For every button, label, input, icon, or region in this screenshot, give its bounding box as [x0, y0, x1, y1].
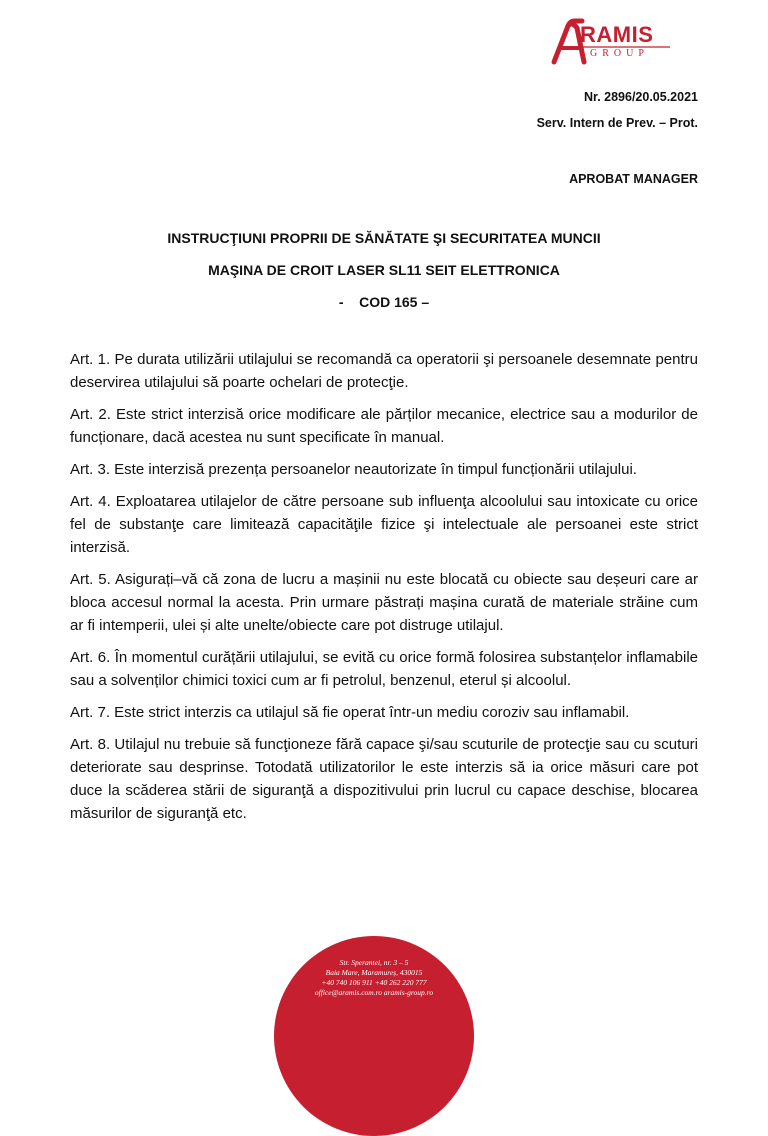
footer-contact	[276, 958, 472, 998]
articles-list	[70, 348, 698, 834]
article-7: Art. 7. Este strict interzis ca utilajul să fie operat într-un mediu coroziv sau inflamabil.	[70, 704, 630, 721]
article-6: Art. 6. În momentul curățării utilajului, se evită cu orice formă folosirea substanțelor inflamabile sau a solvenților chimici toxici cum ar fi petrolul, benzenul, eterul și alcoolul.	[70, 649, 698, 689]
department-name: Serv. Intern de Prev. – Prot.	[536, 116, 698, 130]
machine-title: MAŞINA DE CROIT LASER SL11 SEIT ELETTRONICA	[208, 262, 560, 278]
approval-label: APROBAT MANAGER	[569, 172, 698, 186]
article-5: Art. 5. Asigurați–vă că zona de lucru a mașinii nu este blocată cu obiecte sau deșeuri care ar bloca accesul normal la acesta. Prin urmare păstrați mașina curată de materiale străine cum ar fi intemperii, ulei și alte unelte/obiecte care pot distruge utilajul.	[70, 571, 698, 634]
article-8: Art. 8. Utilajul nu trebuie să funcţioneze fără capace şi/sau scuturile de protecţie sau cu scuturi deteriorate sau desprinse. Totodată utilizatorilor le este interzis să ia orice măsuri care pot duce la scăderea stării de siguranţă a dispozitivului prin lucrul cu capace deschise, blocarea măsurilor de siguranţă etc.	[70, 736, 698, 822]
document-title: INSTRUCŢIUNI PROPRII DE SĂNĂTATE ŞI SECURITATEA MUNCII	[167, 230, 601, 246]
logo-subtitle: GROUP	[590, 48, 649, 59]
footer-phone: +40 740 106 911 +40 262 220 777	[321, 978, 427, 987]
document-number: Nr. 2896/20.05.2021	[584, 90, 698, 104]
article-2: Art. 2. Este strict interzisă orice modificare ale părților mecanice, electrice sau a modurilor de funcționare, dacă acestea nu sunt specificate în manual.	[70, 406, 698, 446]
document-code: - COD 165 –	[338, 294, 430, 310]
footer-address-line2: Baia Mare, Maramureș, 430015	[325, 968, 423, 977]
article-3: Art. 3. Este interzisă prezența persoanelor neautorizate în timpul funcționării utilajului.	[70, 461, 637, 478]
article-4: Art. 4. Exploatarea utilajelor de către persoane sub influenţa alcoolului sau intoxicate cu orice fel de substanţe care limitează capacităţile fizice şi intelectuale ale persoanei este strict interzisă.	[70, 493, 698, 556]
logo-name: RAMIS	[580, 22, 654, 47]
company-logo	[550, 18, 674, 68]
footer-address-line1: Str. Sperantei, nr. 3 – 5	[339, 958, 409, 967]
footer-email[interactable]: office@aramis.com.ro aramis-group.ro	[314, 988, 434, 997]
article-1: Art. 1. Pe durata utilizării utilajului se recomandă ca operatorii şi persoanele desemnate pentru deservirea utilajului să poarte ochelari de protecţie.	[70, 351, 698, 391]
